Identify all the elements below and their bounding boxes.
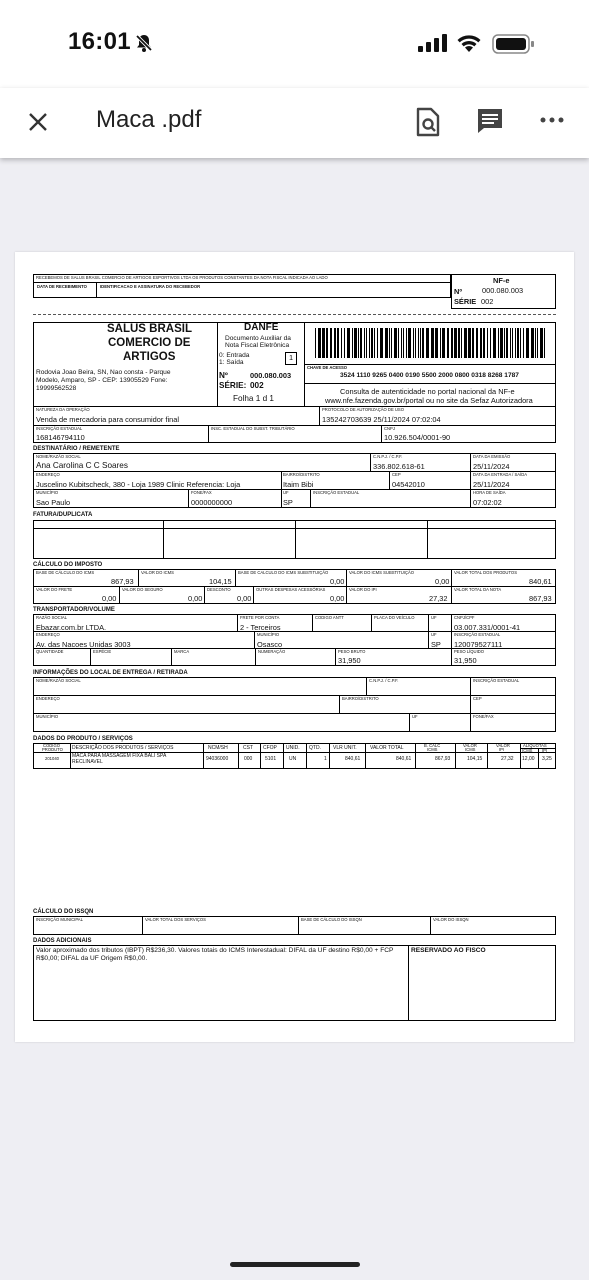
dest-nome: Ana Carolina C C Soares xyxy=(36,461,128,470)
td-descricao-1: MACA PARA MASSAGEM FIXA BALI SPA xyxy=(72,753,167,759)
transportador-section: TRANSPORTADOR/VOLUME xyxy=(33,607,115,613)
imp-nota-label: VALOR TOTAL DA NOTA xyxy=(454,587,502,592)
imp-seg-label: VALOR DO SEGURO xyxy=(122,587,163,592)
pdf-viewer[interactable] xyxy=(0,158,589,1280)
issqn-section: CÁLCULO DO ISSQN xyxy=(33,909,94,915)
ent-uf-label: UF xyxy=(412,714,418,719)
tr-ie-label: INSCRIÇÃO ESTADUAL xyxy=(454,632,501,637)
chave-consulta-1: Consulta de autenticidade no portal nacional da NF-e xyxy=(340,387,515,396)
tr-pb-label: PESO BRUTO xyxy=(338,649,366,654)
td-cst: 000 xyxy=(244,756,253,762)
tr-num-label: NUMERAÇÃO xyxy=(258,649,286,654)
cnpj-label: CNPJ xyxy=(384,426,395,431)
natureza-label: NATUREZA DA OPERAÇÃO xyxy=(36,407,90,412)
tr-frete: 2 - Terceiros xyxy=(240,623,281,632)
ent-cnpj-label: C.N.P.J. / C.P.F. xyxy=(369,678,399,683)
signal-icon xyxy=(418,34,448,52)
imp-desc-label: DESCONTO xyxy=(207,587,231,592)
adicionais-text-1: Valor aproximado dos tributos (IBPT) R$236,30. Valores totais do ICMS Interestadual: DIFAL da UF destino R$0,00 + FCP xyxy=(36,947,394,954)
td-descricao-2: RECLINAVEL xyxy=(72,759,103,765)
dest-mun: Sao Paulo xyxy=(36,498,71,507)
canhoto-nfe: NF-e xyxy=(493,276,510,285)
tr-qtd-label: QUANTIDADE xyxy=(36,649,64,654)
th-vicms-1: VALOR xyxy=(463,743,477,748)
chave-value: 3524 1110 9265 0400 0190 5500 2000 0800 0318 8268 1787 xyxy=(340,372,519,379)
dest-hora: 07:02:02 xyxy=(473,498,502,507)
imp-frete-label: VALOR DO FRETE xyxy=(36,587,73,592)
td-vtotal: 840,61 xyxy=(396,756,412,762)
imp-icms-label: VALOR DO ICMS xyxy=(141,570,174,575)
td-vunit: 840,61 xyxy=(345,756,361,762)
th-qtd: QTD. xyxy=(309,745,321,751)
tr-esp-label: ESPÉCIE xyxy=(93,649,112,654)
dest-end: Juscelino Kubitscheck, 380 - Loja 1989 Clinic Referencia: Loja xyxy=(36,480,241,489)
pdf-page xyxy=(15,252,574,1042)
canhoto-data-label: DATA DE RECEBIMENTO xyxy=(37,284,87,289)
issqn-bc-label: BASE DE CÁLCULO DO ISSQN xyxy=(301,917,362,922)
dest-uf: SP xyxy=(283,498,293,507)
dest-end-label: ENDEREÇO xyxy=(36,472,60,477)
dest-fone: 0000000000 xyxy=(191,498,233,507)
tr-uf-label: UF xyxy=(431,615,437,620)
tr-cnpj: 03.007.331/0001-41 xyxy=(454,623,521,632)
tr-mun: Osasco xyxy=(257,640,283,649)
ent-bairro-label: BAIRRO/DISTRITO xyxy=(342,696,379,701)
dest-emissao-label: DATA DA EMISSÃO xyxy=(473,454,511,459)
ent-end-label: ENDEREÇO xyxy=(36,696,60,701)
th-aliq-icms: ICMS xyxy=(522,748,533,753)
tr-pl-label: PESO LÍQUIDO xyxy=(454,649,485,654)
th-aliq-ipi: IPI xyxy=(542,748,548,753)
emitente-name-3: ARTIGOS xyxy=(123,351,176,363)
issqn-v-label: VALOR DO ISSQN xyxy=(433,917,469,922)
ent-cep-label: CEP xyxy=(473,696,482,701)
imp-outras: 0,00 xyxy=(330,594,345,603)
dest-entrada-label: DATA DA ENTRADA / SAÍDA xyxy=(473,472,528,477)
clock: 16:01 xyxy=(68,28,131,55)
th-cfop: CFOP xyxy=(263,745,277,751)
imp-ipi-label: VALOR DO IPI xyxy=(349,587,377,592)
th-descricao: DESCRIÇÃO DOS PRODUTOS / SERVIÇOS xyxy=(72,745,174,751)
tr-placa-label: PLACA DO VEÍCULO xyxy=(374,615,415,620)
adicionais-text-2: R$0,00; DIFAL da UF Origem R$0,00. xyxy=(36,955,148,962)
th-aliquotas: ALÍQUOTAS xyxy=(523,743,547,748)
document-search-icon[interactable] xyxy=(414,106,442,138)
tr-end-label: ENDEREÇO xyxy=(36,632,60,637)
chave-consulta-2: www.nfe.fazenda.gov.br/portal ou no site da Sefaz Autorizadora xyxy=(325,396,533,405)
cnpj-value: 10.926.504/0001-90 xyxy=(384,433,451,442)
imp-desc: 0,00 xyxy=(237,594,252,603)
ie-st-label: INSC. ESTADUAL DO SUBST. TRIBUTÁRIO xyxy=(211,426,295,431)
td-vicms: 104,15 xyxy=(467,756,483,762)
td-cfop: 5101 xyxy=(265,756,277,762)
dest-uf-label: UF xyxy=(283,490,289,495)
danfe-subtitle-1: Documento Auxiliar da xyxy=(225,335,291,342)
imposto-section: CÁLCULO DO IMPOSTO xyxy=(33,562,103,568)
imp-outras-label: OUTRAS DESPESAS ACESSÓRIAS xyxy=(256,587,326,592)
tr-end: Av. das Nacoes Unidas 3003 xyxy=(36,640,131,649)
dest-cpf-label: C.N.P.J. / C.P.F. xyxy=(373,454,403,459)
imp-prod: 840,61 xyxy=(529,577,552,586)
tr-pb: 31,950 xyxy=(338,656,361,665)
tr-marca-label: MARCA xyxy=(174,649,190,654)
imp-frete: 0,00 xyxy=(102,594,117,603)
bell-off-icon xyxy=(134,33,154,53)
imp-ipi: 27,32 xyxy=(429,594,448,603)
canhoto-serie: 002 xyxy=(481,297,494,306)
td-bcalc: 867,93 xyxy=(435,756,451,762)
tr-antt-label: CODIGO ANTT xyxy=(315,615,344,620)
imp-icmsst: 0,00 xyxy=(435,577,450,586)
chave-label: CHAVE DE ACESSO xyxy=(307,365,348,370)
ent-ie-label: INSCRIÇÃO ESTADUAL xyxy=(473,678,520,683)
canhoto-num: 000.080.003 xyxy=(482,286,524,295)
th-vipi-1: VALOR xyxy=(496,743,510,748)
entrega-section: INFORMAÇÕES DO LOCAL DE ENTREGA / RETIRADA xyxy=(33,670,188,676)
home-indicator[interactable] xyxy=(230,1262,360,1267)
dest-emissao: 25/11/2024 xyxy=(473,462,510,471)
dest-ie-label: INSCRIÇÃO ESTADUAL xyxy=(313,490,360,495)
th-vunit: VLR UNIT. xyxy=(333,745,357,751)
emitente-name-1: SALUS BRASIL xyxy=(107,323,192,335)
barcode xyxy=(315,328,547,358)
imp-bc-label: BASE DE CÁLCULO DO ICMS xyxy=(36,570,95,575)
tr-razao-label: RAZÃO SOCIAL xyxy=(36,615,67,620)
dest-fone-label: FONE/FAX xyxy=(191,490,212,495)
imp-bcst: 0,00 xyxy=(330,577,345,586)
cut-line xyxy=(33,314,556,315)
imp-bcst-label: BASE DE CALCULO DO ICMS SUBSTITUIÇÃO xyxy=(238,570,329,575)
canhoto-num-label: Nº xyxy=(454,287,463,296)
imp-seg: 0,00 xyxy=(188,594,203,603)
tr-frete-label: FRETE POR CONTA xyxy=(240,615,280,620)
danfe-subtitle-2: Nota Fiscal Eletrônica xyxy=(225,342,290,349)
imp-icmsst-label: VALOR DO ICMS SUBSTITUIÇÃO xyxy=(349,570,415,575)
dest-nome-label: NOME/RAZÃO SOCIAL xyxy=(36,454,81,459)
th-vipi-2: IPI xyxy=(499,747,505,752)
protocolo-value: 135242703639 25/11/2024 07:02:04 xyxy=(322,415,441,424)
td-codigo: 201040 xyxy=(45,756,59,761)
danfe-entrada: 0: Entrada xyxy=(219,352,250,359)
close-icon[interactable] xyxy=(26,110,50,134)
ent-fone-label: FONE/FAX xyxy=(473,714,494,719)
issqn-im-label: INSCRIÇÃO MUNICIPAL xyxy=(36,917,83,922)
dest-bairro-label: BAIRRO/DISTRITO xyxy=(283,472,320,477)
dest-hora-label: HORA DE SAÍDA xyxy=(473,490,506,495)
danfe-num: 000.080.003 xyxy=(250,371,292,380)
imp-bc: 867,93 xyxy=(111,577,134,586)
th-bcalc-2: ICMS xyxy=(427,747,438,752)
th-bcalc-1: B. CALC xyxy=(424,743,441,748)
reservado-fisco: RESERVADO AO FISCO xyxy=(411,947,486,954)
tr-razao: Ebazar.com.br LTDA. xyxy=(36,623,107,632)
danfe-title: DANFE xyxy=(244,322,279,333)
th-vtotal: VALOR TOTAL xyxy=(370,745,404,751)
tr-ie: 120079527111 xyxy=(454,640,503,649)
tr-uf2-label: UF xyxy=(431,632,437,637)
document-title: Maca .pdf xyxy=(96,106,202,133)
ie-label: INSCRIÇÃO ESTADUAL xyxy=(36,426,83,431)
td-aliq-icms: 12,00 xyxy=(522,756,535,762)
produtos-section: DADOS DO PRODUTO / SERVIÇOS xyxy=(33,736,133,742)
wifi-icon xyxy=(456,33,482,53)
canhoto-serie-label: SÉRIE xyxy=(454,297,477,306)
canhoto-text: RECEBEMOS DE SALUS BRASIL COMERCIO DE ARTIGOS ESPORTIVOS LTDA OS PRODUTOS CONSTANTES DA NOTA FISCAL INDICADA AO LADO xyxy=(36,275,328,280)
comment-icon[interactable] xyxy=(475,106,505,136)
tr-pl: 31,950 xyxy=(454,656,477,665)
td-aliq-ipi: 3,25 xyxy=(542,756,552,762)
th-cst: CST xyxy=(243,745,253,751)
dest-mun-label: MUNICÍPIO xyxy=(36,490,59,495)
protocolo-label: PROTOCOLO DE AUTORIZAÇÃO DE USO xyxy=(322,407,404,412)
td-vipi: 27,32 xyxy=(501,756,514,762)
dest-cpf: 336.802.618-61 xyxy=(373,462,425,471)
dest-cep: 04542010 xyxy=(392,480,425,489)
danfe-num-label: Nº xyxy=(219,371,228,380)
dest-bairro: Itaim Bibi xyxy=(283,480,314,489)
app-bar xyxy=(0,88,589,158)
status-bar xyxy=(0,0,589,88)
dest-entrada: 25/11/2024 xyxy=(473,480,510,489)
ent-nome-label: NOME/RAZÃO SOCIAL xyxy=(36,678,81,683)
th-codigo-1: CÓDIGO xyxy=(43,743,60,748)
td-qtd: 1 xyxy=(324,756,327,762)
tr-uf2: SP xyxy=(431,640,441,649)
dest-cep-label: CEP xyxy=(392,472,401,477)
emitente-addr-2: Modelo, Amparo, SP - CEP: 13905529 Fone: xyxy=(36,377,168,384)
imp-prod-label: VALOR TOTAL DOS PRODUTOS xyxy=(454,570,517,575)
imp-icms: 104,15 xyxy=(209,577,232,586)
danfe-serie-label: SÉRIE: xyxy=(219,381,247,390)
fatura-section: FATURA/DUPLICATA xyxy=(33,512,93,518)
ent-mun-label: MUNICÍPIO xyxy=(36,714,59,719)
th-ncm: NCM/SH xyxy=(208,745,228,751)
natureza-value: Venda de mercadoria para consumidor final xyxy=(36,415,179,424)
issqn-vs-label: VALOR TOTAL DOS SERVIÇOS xyxy=(145,917,206,922)
tr-cnpj-label: CNPJ/CPF xyxy=(454,615,475,620)
more-vert-icon[interactable] xyxy=(540,116,564,124)
danfe-saida: 1: Saída xyxy=(219,359,244,366)
emitente-name-2: COMERCIO DE xyxy=(108,337,191,349)
emitente-addr-3: 19999562528 xyxy=(36,385,77,392)
danfe-tipo: 1 xyxy=(289,353,294,362)
adicionais-section: DADOS ADICIONAIS xyxy=(33,938,92,944)
td-unid: UN xyxy=(289,756,297,762)
battery-icon xyxy=(492,34,536,54)
destinatario-section: DESTINATÁRIO / REMETENTE xyxy=(33,446,120,452)
td-ncm: 94036000 xyxy=(206,756,229,762)
th-vicms-2: ICMS xyxy=(465,747,476,752)
danfe-serie: 002 xyxy=(250,381,264,390)
canhoto-ident-label: IDENTIFICACAO E ASSINATURA DO RECEBEDOR xyxy=(100,284,201,289)
tr-mun-label: MUNICÍPIO xyxy=(257,632,280,637)
danfe-folha: Folha 1 d 1 xyxy=(233,394,274,403)
imp-nota: 867,93 xyxy=(529,594,552,603)
emitente-addr-1: Rodovia Joao Beira, SN, Nao consta - Parque xyxy=(36,369,171,376)
th-unid: UNID. xyxy=(286,745,300,751)
ie-value: 168146794110 xyxy=(36,433,85,442)
th-codigo-2: PRODUTO xyxy=(42,747,63,752)
